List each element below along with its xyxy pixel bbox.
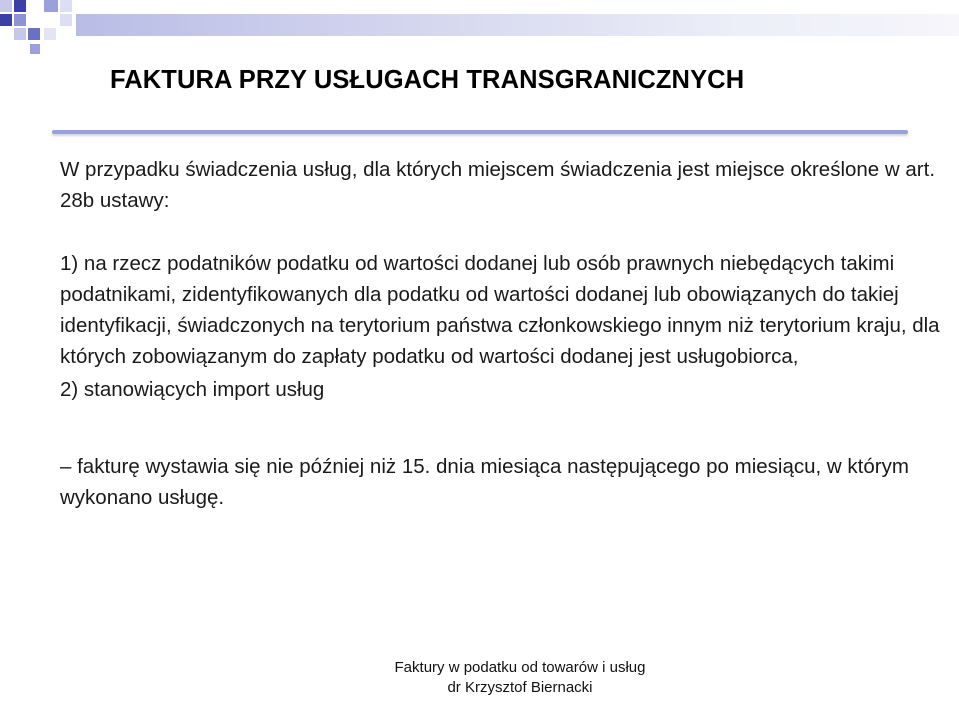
footer-author: dr Krzysztof Biernacki — [447, 679, 593, 696]
title-divider — [52, 130, 908, 134]
slide-content — [60, 154, 940, 513]
list-item: 2) stanowiących import usług — [60, 378, 325, 401]
slide-title: FAKTURA PRZY USŁUGACH TRANSGRANICZNYCH — [110, 66, 745, 94]
footer-title: Faktury w podatku od towarów i usług — [394, 659, 646, 676]
decorative-square — [60, 14, 72, 26]
decorative-gradient-bar — [76, 14, 959, 36]
decorative-square — [14, 14, 26, 26]
decorative-header — [0, 0, 959, 60]
decorative-square — [60, 0, 72, 12]
decorative-square — [14, 28, 26, 40]
decorative-square — [0, 14, 12, 26]
list-item: 1) na rzecz podatników podatku od wartości dodanej lub osób prawnych niebędących takimi podatnikami, zidentyfikowanych dla podatku od wartości dodanej lub obowiązanych do takiej identyfikacji, świadczonych na terytorium państwa członkowskiego innym niż terytorium kraju, dla których zobowiązanym do zapłaty podatku od wartości dodanej jest usługobiorca, — [60, 252, 940, 368]
conclusion-paragraph: – fakturę wystawia się nie później niż 15. dnia miesiąca następującego po miesiącu, w którym wykonano usługę. — [60, 455, 909, 509]
decorative-square — [44, 0, 58, 12]
decorative-square — [28, 28, 40, 40]
decorative-square — [30, 44, 40, 54]
decorative-square — [14, 0, 26, 12]
decorative-square — [44, 28, 56, 40]
decorative-square — [0, 0, 12, 12]
intro-paragraph: W przypadku świadczenia usług, dla których miejscem świadczenia jest miejsce określone w art. 28b ustawy: — [60, 158, 936, 212]
